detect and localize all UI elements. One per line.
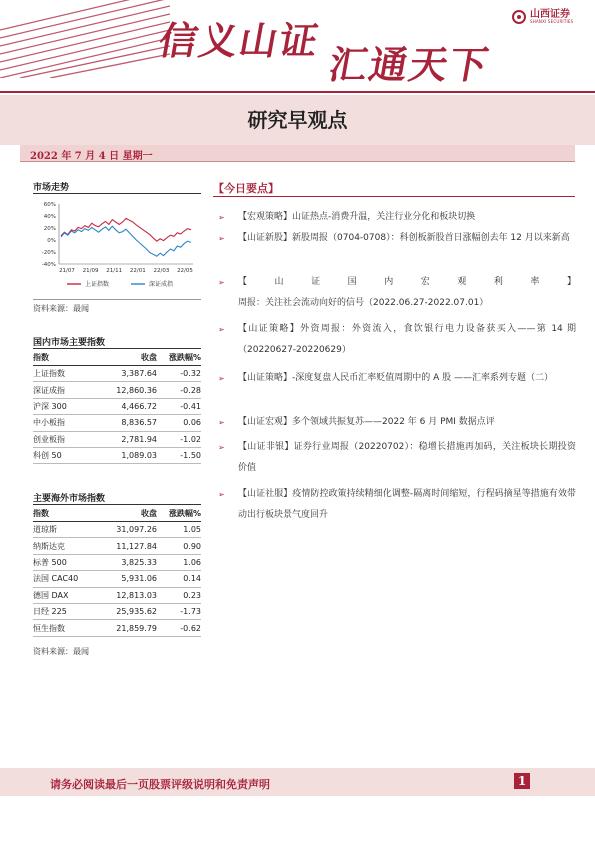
close-cell: 1,089.03 <box>113 447 157 463</box>
news-item[interactable] <box>218 368 576 389</box>
news-tag: 【山证非银】 <box>238 442 294 452</box>
table-row <box>33 447 201 463</box>
brand-logo-icon <box>512 10 526 24</box>
report-date: 2022 年 7 月 4 日 星期一 <box>30 151 153 162</box>
news-item[interactable] <box>218 228 576 249</box>
slogan-part1: 信义山证 <box>155 18 324 63</box>
news-item[interactable] <box>218 437 576 479</box>
col-header-index: 指数 <box>33 506 113 522</box>
news-tag: 【山证新股】 <box>238 233 293 243</box>
news-tag: 【山证国内宏观利率】 <box>238 277 576 287</box>
x-tick-label: 21/11 <box>106 268 123 274</box>
market-trend-title: 市场走势 <box>33 183 70 193</box>
close-cell: 2,781.94 <box>113 431 157 447</box>
news-text: 外资周报：外资流入，食饮银行电力设备获买入——第 14 期（20220627-20220629） <box>238 324 576 355</box>
table-row <box>33 603 201 619</box>
close-cell: 3,387.64 <box>113 366 157 382</box>
news-text: 疫情防控政策持续精细化调整-隔离时间缩短，行程码摘星等措施有效带动出行板块景气度回升 <box>238 489 576 520</box>
index-name-cell: 恒生指数 <box>33 620 113 636</box>
page-number: 1 <box>514 773 530 789</box>
domestic-rule <box>33 348 201 349</box>
domestic-index-table <box>33 350 201 464</box>
change-cell: -0.32 <box>157 366 201 382</box>
change-cell: -0.28 <box>157 382 201 398</box>
arrow-bullet-icon: ➢ <box>218 278 225 287</box>
x-tick-label: 22/03 <box>153 268 170 274</box>
change-cell: 0.90 <box>157 538 201 554</box>
page-title: 研究早观点 <box>247 108 348 132</box>
index-name-cell: 日经 225 <box>33 603 113 619</box>
col-header-index: 指数 <box>33 350 113 366</box>
change-cell: -0.41 <box>157 398 201 414</box>
close-cell: 5,931.06 <box>113 571 157 587</box>
index-name-cell: 创业板指 <box>33 431 113 447</box>
news-tag: 【山证策略】 <box>238 373 293 383</box>
x-tick-label: 22/05 <box>177 268 193 274</box>
y-tick-label: -40% <box>41 262 56 268</box>
table-row <box>33 620 201 636</box>
change-cell: 0.23 <box>157 587 201 603</box>
change-cell: -1.73 <box>157 603 201 619</box>
today-highlights-rule <box>213 196 575 197</box>
arrow-bullet-icon: ➢ <box>218 374 225 383</box>
news-text: 山证热点-消费升温，关注行业分化和板块切换 <box>292 212 476 222</box>
x-tick-label: 21/09 <box>82 268 99 274</box>
news-item[interactable] <box>218 272 576 314</box>
index-name-cell: 德国 DAX <box>33 587 113 603</box>
index-name-cell: 道琼斯 <box>33 522 113 538</box>
chart-source: 资料来源：最闻 <box>33 304 89 313</box>
news-item[interactable] <box>218 207 576 228</box>
table-row <box>33 366 201 382</box>
domestic-title: 国内市场主要指数 <box>33 338 106 348</box>
brand-name: 山西证券 <box>530 9 570 20</box>
overseas-title: 主要海外市场指数 <box>33 494 106 504</box>
col-header-close: 收盘 <box>113 506 157 522</box>
arrow-bullet-icon: ➢ <box>218 234 225 243</box>
table-row <box>33 554 201 570</box>
y-tick-label: -20% <box>41 250 56 256</box>
slogan-part2: 汇通天下 <box>325 42 494 87</box>
news-item[interactable] <box>218 484 576 526</box>
arrow-bullet-icon: ➢ <box>218 490 225 499</box>
col-header-change: 涨跌幅% <box>157 506 201 522</box>
overseas-index-table <box>33 506 201 637</box>
news-tag: 【山证策略】 <box>238 324 301 334</box>
index-name-cell: 上证指数 <box>33 366 113 382</box>
header-divider <box>0 91 595 93</box>
table-row <box>33 431 201 447</box>
table-row <box>33 522 201 538</box>
overseas-source: 资料来源：最闻 <box>33 647 89 656</box>
table-row <box>33 398 201 414</box>
market-trend-rule <box>33 193 201 194</box>
close-cell: 12,860.36 <box>113 382 157 398</box>
change-cell: 1.06 <box>157 554 201 570</box>
news-item[interactable] <box>218 319 576 361</box>
change-cell: -0.62 <box>157 620 201 636</box>
header-stripes-decoration <box>0 0 170 78</box>
col-header-change: 涨跌幅% <box>157 350 201 366</box>
change-cell: 1.05 <box>157 522 201 538</box>
table-row <box>33 538 201 554</box>
y-tick-label: 20% <box>43 226 56 232</box>
news-text: -深度复盘人民币汇率贬值周期中的 A 股 ——汇率系列专题（二） <box>292 373 554 383</box>
index-name-cell: 沪深 300 <box>33 398 113 414</box>
change-cell: -1.50 <box>157 447 201 463</box>
legend-label: 上证指数 <box>85 281 110 288</box>
close-cell: 11,127.84 <box>113 538 157 554</box>
y-tick-label: 0% <box>47 238 56 244</box>
close-cell: 3,825.33 <box>113 554 157 570</box>
y-tick-label: 40% <box>43 214 56 220</box>
news-item[interactable] <box>218 412 576 433</box>
market-trend-chart <box>33 198 201 294</box>
col-header-close: 收盘 <box>113 350 157 366</box>
brand-logo-block <box>512 10 573 24</box>
news-tag: 【山证社服】 <box>238 489 293 499</box>
table-row <box>33 587 201 603</box>
arrow-bullet-icon: ➢ <box>218 213 225 222</box>
index-name-cell: 标普 500 <box>33 554 113 570</box>
news-tag: 【山证宏观】 <box>238 417 293 427</box>
close-cell: 4,466.72 <box>113 398 157 414</box>
news-text: 周报：关注社会流动向好的信号（2022.06.27-2022.07.01） <box>238 298 489 308</box>
brand-name-en: SHANXI SECURITIES <box>530 19 574 24</box>
series-line <box>61 226 191 256</box>
change-cell: 0.14 <box>157 571 201 587</box>
index-name-cell: 深证成指 <box>33 382 113 398</box>
close-cell: 21,859.79 <box>113 620 157 636</box>
news-text: 新股周报（0704-0708）：科创板新股首日涨幅创去年 12 月以来新高 <box>292 233 570 243</box>
chart-source-rule <box>33 299 201 300</box>
table-row <box>33 382 201 398</box>
news-text: 证券行业周报（20220702）：稳增长措施再加码，关注板块长期投资价值 <box>238 442 576 473</box>
news-text: 多个领域共振复苏——2022 年 6 月 PMI 数据点评 <box>292 417 495 427</box>
index-name-cell: 科创 50 <box>33 447 113 463</box>
legend-label: 深证成指 <box>149 281 174 288</box>
table-row <box>33 571 201 587</box>
close-cell: 31,097.26 <box>113 522 157 538</box>
arrow-bullet-icon: ➢ <box>218 418 225 427</box>
index-name-cell: 法国 CAC40 <box>33 571 113 587</box>
y-tick-label: 60% <box>43 202 56 208</box>
change-cell: -1.02 <box>157 431 201 447</box>
index-name-cell: 中小板指 <box>33 415 113 431</box>
news-tag: 【宏观策略】 <box>238 212 293 222</box>
close-cell: 25,935.62 <box>113 603 157 619</box>
overseas-rule <box>33 504 201 505</box>
index-name-cell: 纳斯达克 <box>33 538 113 554</box>
change-cell: 0.06 <box>157 415 201 431</box>
today-highlights-title: 【今日要点】 <box>213 182 279 195</box>
x-tick-label: 21/07 <box>59 268 75 274</box>
close-cell: 8,836.57 <box>113 415 157 431</box>
footer-disclaimer[interactable]: 请务必阅读最后一页股票评级说明和免责声明 <box>50 778 270 791</box>
table-row <box>33 415 201 431</box>
close-cell: 12,813.03 <box>113 587 157 603</box>
x-tick-label: 22/01 <box>129 268 146 274</box>
arrow-bullet-icon: ➢ <box>218 325 225 334</box>
arrow-bullet-icon: ➢ <box>218 443 225 452</box>
